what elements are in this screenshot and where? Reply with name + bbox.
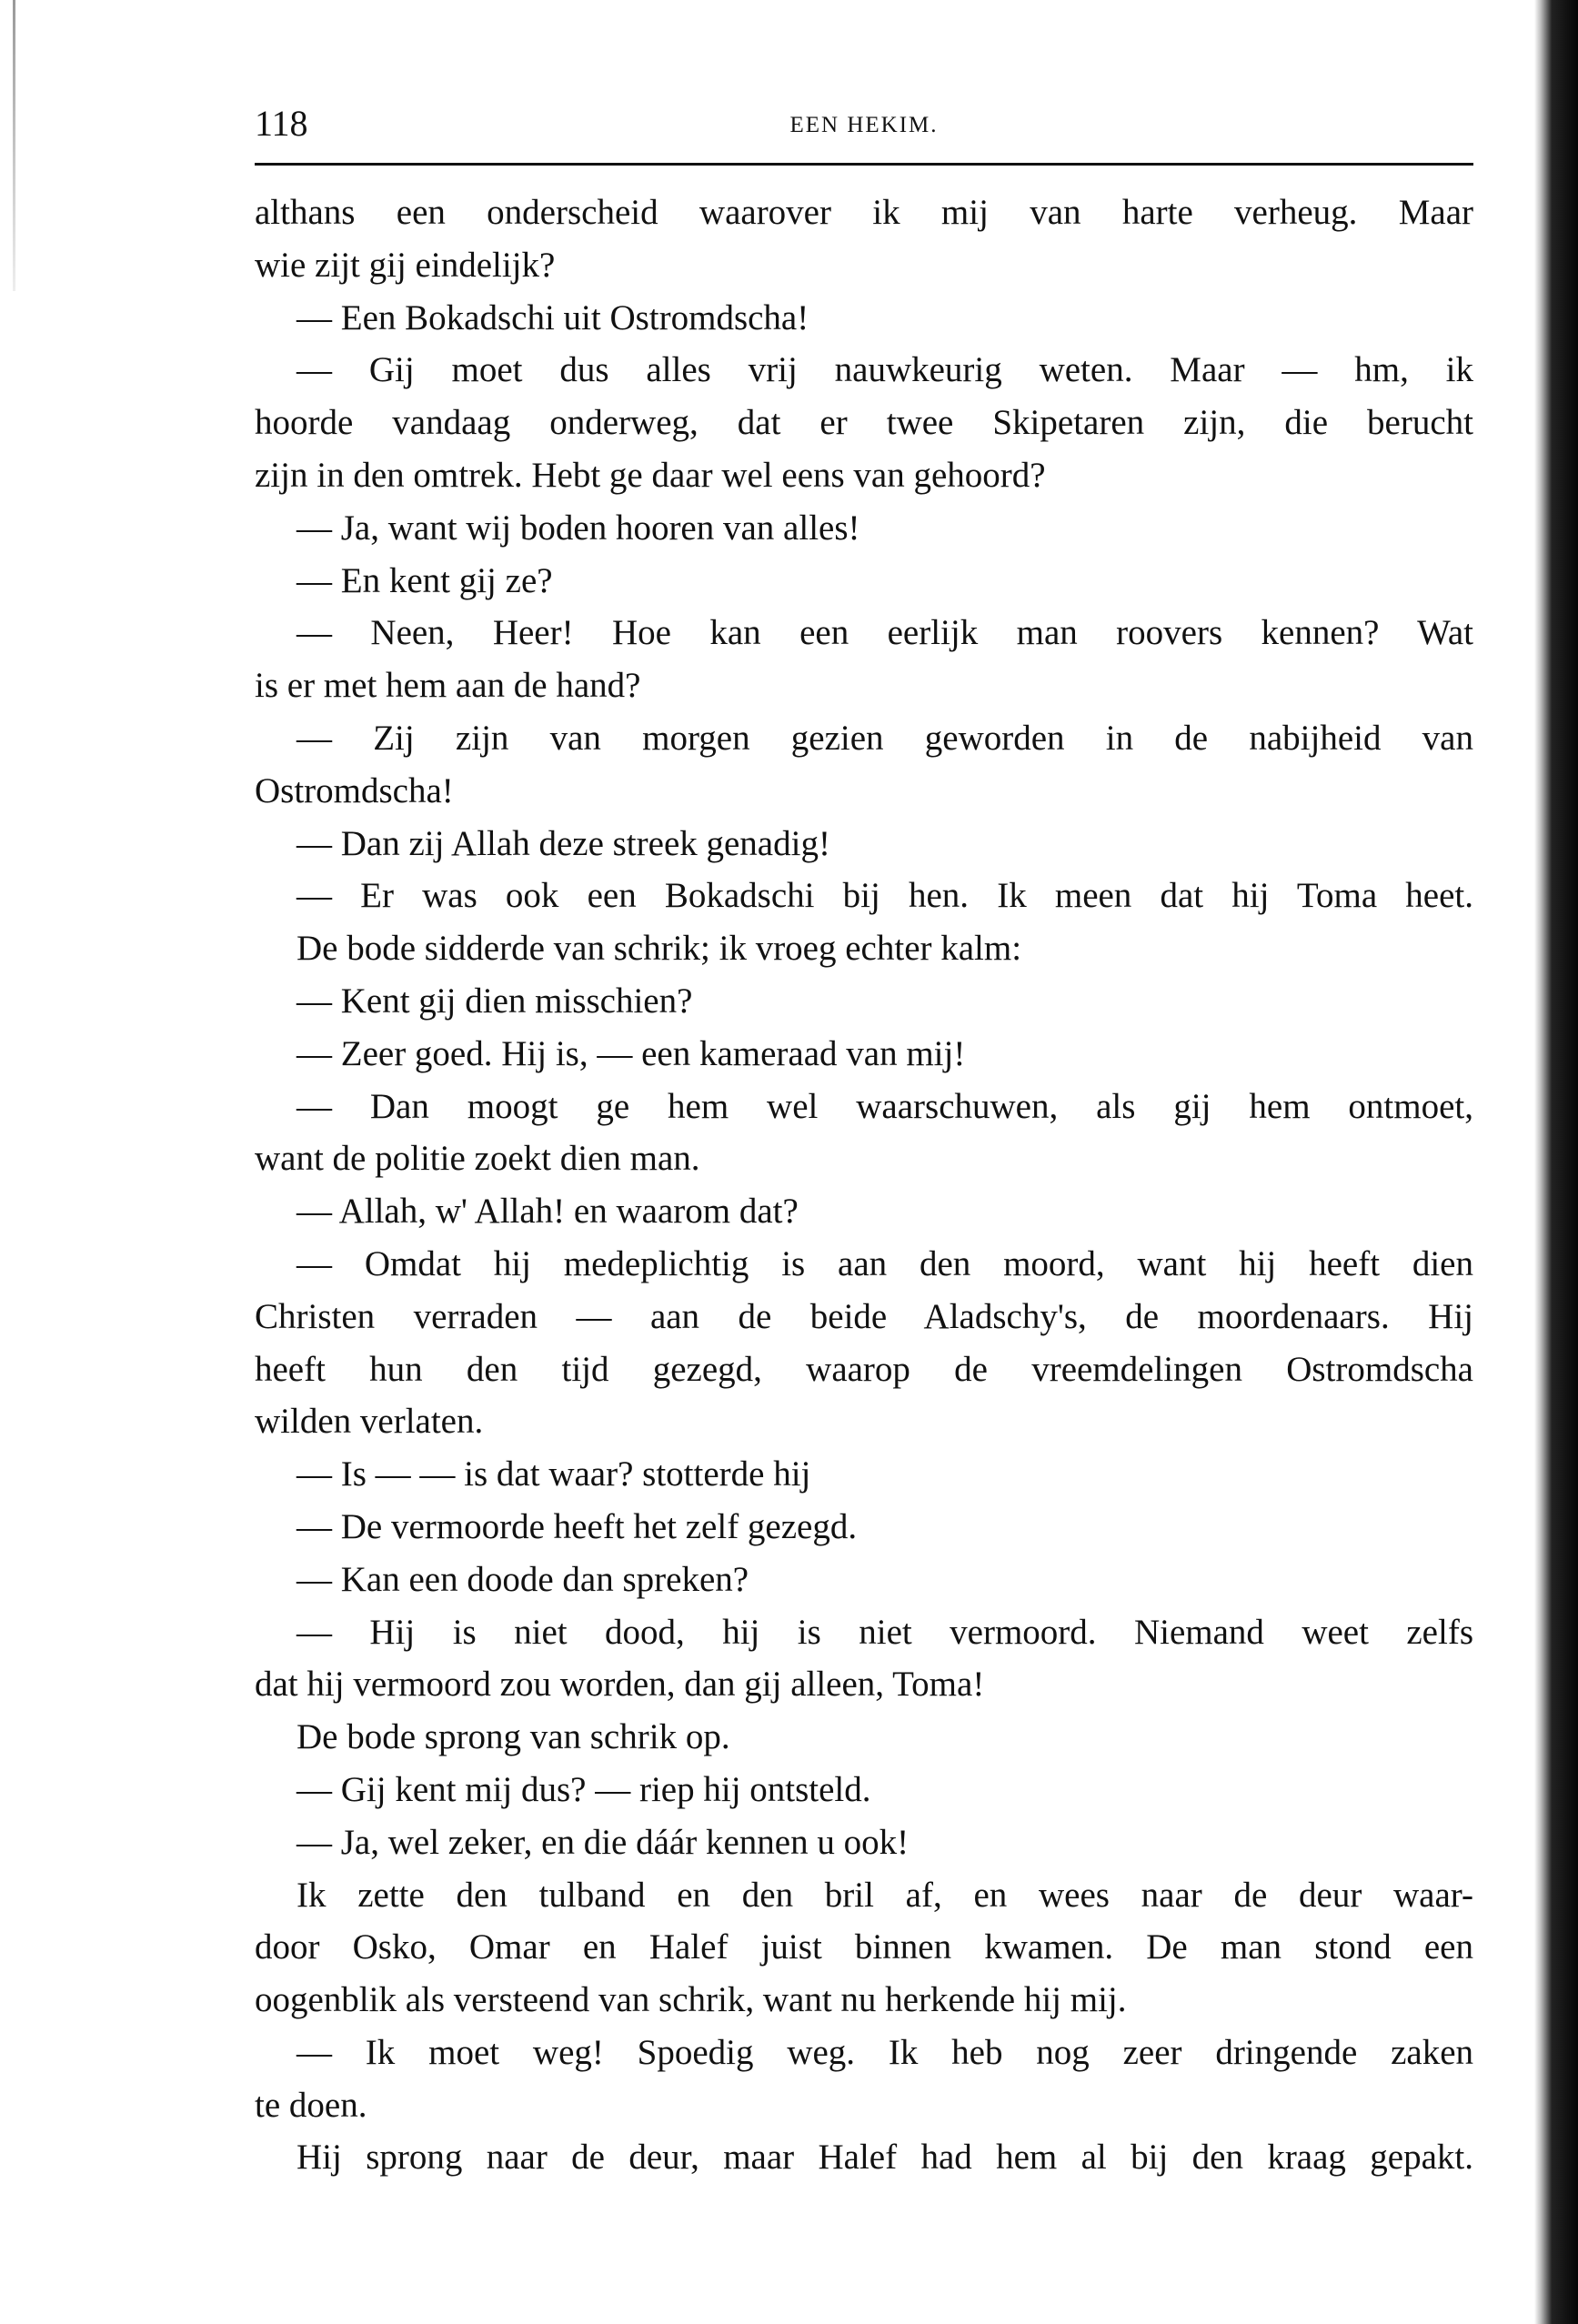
paragraph bbox=[255, 1764, 1473, 1816]
paragraph bbox=[255, 2027, 1473, 2132]
paragraph bbox=[255, 922, 1473, 975]
paragraph bbox=[255, 1501, 1473, 1554]
text-line: Ik zette den tulband en den bril af, en wees naar de deur waar- bbox=[297, 1875, 1473, 1915]
text-line: — Neen, Heer! Hoe kan een eerlijk man roovers kennen? Wat bbox=[297, 613, 1473, 653]
text-line: — Er was ook een Bokadschi bij hen. Ik meen dat hij Toma heet. bbox=[297, 876, 1473, 916]
paragraph bbox=[255, 555, 1473, 608]
text-line: — Ik moet weg! Spoedig weg. Ik heb nog zeer dringende zaken bbox=[297, 2032, 1473, 2072]
paragraph bbox=[255, 1448, 1473, 1501]
text-line: want de politie zoekt dien man. bbox=[255, 1139, 700, 1179]
text-line: Ostromdscha! bbox=[255, 770, 454, 810]
text-line: hoorde vandaag onderweg, dat er twee Skipetaren zijn, die berucht bbox=[255, 403, 1473, 443]
text-line: — Dan moogt ge hem wel waarschuwen, als gij hem ontmoet, bbox=[297, 1086, 1473, 1126]
text-line: De bode sprong van schrik op. bbox=[297, 1717, 730, 1757]
text-line: — Gij kent mij dus? — riep hij ontsteld. bbox=[297, 1769, 871, 1809]
text-line: — Zeer goed. Hij is, — een kameraad van mij! bbox=[297, 1033, 966, 1073]
paragraph bbox=[255, 1238, 1473, 1448]
text-line: oogenblik als versteend van schrik, want nu herkende hij mij. bbox=[255, 1980, 1127, 2020]
paragraph bbox=[255, 502, 1473, 555]
paragraph bbox=[255, 1869, 1473, 2027]
page-number: 118 bbox=[255, 103, 308, 144]
text-line: Christen verraden — aan de beide Aladschy's, de moordenaars. Hij bbox=[255, 1296, 1473, 1336]
paragraph bbox=[255, 1028, 1473, 1081]
text-line: — Ja, want wij boden hooren van alles! bbox=[297, 508, 860, 548]
text-line: — Is — — is dat waar? stotterde hij bbox=[297, 1454, 811, 1494]
text-line: — Hij is niet dood, hij is niet vermoord. Niemand weet zelfs bbox=[297, 1612, 1473, 1652]
paragraph bbox=[255, 1185, 1473, 1238]
paragraph bbox=[255, 2131, 1473, 2184]
text-line: wie zijt gij eindelijk? bbox=[255, 245, 556, 285]
paragraph bbox=[255, 186, 1473, 292]
paragraph bbox=[255, 870, 1473, 922]
text-line: — Kan een doode dan spreken? bbox=[297, 1559, 749, 1599]
text-line: dat hij vermoord zou worden, dan gij alleen, Toma! bbox=[255, 1665, 985, 1705]
running-title: EEN HEKIM. bbox=[789, 113, 939, 137]
text-line: zijn in den omtrek. Hebt ge daar wel eens van gehoord? bbox=[255, 455, 1046, 495]
scan-margin-mark bbox=[13, 0, 15, 291]
text-line: wilden verlaten. bbox=[255, 1402, 484, 1442]
body-text bbox=[255, 186, 1473, 2184]
text-line: althans een onderscheid waarover ik mij van harte verheug. Maar bbox=[255, 193, 1473, 232]
text-line: — Zij zijn van morgen gezien geworden in de nabijheid van bbox=[297, 718, 1473, 758]
text-line: te doen. bbox=[255, 2085, 367, 2125]
text-line: — De vermoorde heeft het zelf gezegd. bbox=[297, 1506, 858, 1546]
text-line: — Omdat hij medeplichtig is aan den moord, want hij heeft dien bbox=[297, 1243, 1473, 1283]
paragraph bbox=[255, 818, 1473, 870]
text-line: — En kent gij ze? bbox=[297, 560, 553, 600]
text-line: — Gij moet dus alles vrij nauwkeurig weten. Maar — hm, ik bbox=[297, 350, 1473, 390]
paragraph bbox=[255, 1711, 1473, 1764]
paragraph bbox=[255, 1081, 1473, 1186]
text-line: — Kent gij dien misschien? bbox=[297, 981, 693, 1021]
text-line: — Dan zij Allah deze streek genadig! bbox=[297, 823, 830, 863]
text-line: heeft hun den tijd gezegd, waarop de vreemdelingen Ostromdscha bbox=[255, 1349, 1473, 1389]
text-line: — Allah, w' Allah! en waarom dat? bbox=[297, 1192, 799, 1232]
paragraph bbox=[255, 1554, 1473, 1606]
text-line: — Een Bokadschi uit Ostromdscha! bbox=[297, 297, 809, 337]
text-line: door Osko, Omar en Halef juist binnen kwamen. De man stond een bbox=[255, 1927, 1473, 1967]
paragraph bbox=[255, 975, 1473, 1028]
paragraph bbox=[255, 1606, 1473, 1712]
text-line: is er met hem aan de hand? bbox=[255, 666, 641, 706]
running-header bbox=[255, 102, 1473, 147]
header-rule bbox=[255, 163, 1473, 166]
text-line: De bode sidderde van schrik; ik vroeg echter kalm: bbox=[297, 929, 1022, 969]
paragraph bbox=[255, 712, 1473, 818]
text-line: Hij sprong naar de deur, maar Halef had hem al bij den kraag gepakt. bbox=[297, 2138, 1473, 2178]
text-line: — Ja, wel zeker, en die dáár kennen u ook! bbox=[297, 1822, 910, 1862]
paragraph bbox=[255, 607, 1473, 712]
scan-edge-shadow bbox=[1534, 0, 1578, 2324]
paragraph bbox=[255, 344, 1473, 501]
paragraph bbox=[255, 292, 1473, 345]
paragraph bbox=[255, 1816, 1473, 1869]
